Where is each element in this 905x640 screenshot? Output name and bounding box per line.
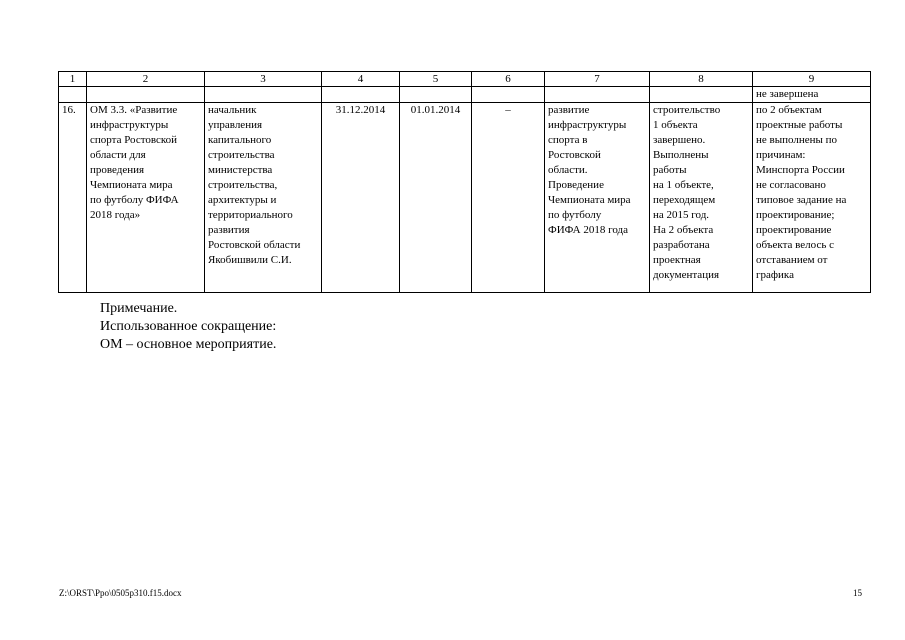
table-row [59,103,871,293]
responsible-cell: начальник управления капитального строительства министерства строительства, архитектуры и территориального развития Ростовской области Якобишвили С.И. [205,103,322,293]
column-number-5: 5 [400,72,472,87]
actual-result-cell: строительство 1 объекта завершено. Выполнены работы на 1 объекте, переходящем на 2015 год. На 2 объекта разработана проектная документация [650,103,753,293]
column-number-4: 4 [322,72,400,87]
page-number: 15 [853,588,862,598]
column-number-3: 3 [205,72,322,87]
report-table [58,71,871,293]
continuation-row [59,87,871,103]
result-cell: развитие инфраструктуры спорта в Ростовской области. Проведение Чемпионата мира по футболу ФИФА 2018 года [545,103,650,293]
dash-cell: – [472,103,545,293]
column-number-9: 9 [753,72,871,87]
problems-cell: по 2 объектам проектные работы не выполнены по причинам: Минспорта России не согласовано типовое задание на проектирование; проектирование объекта велось с отставанием от графика [753,103,871,293]
column-number-7: 7 [545,72,650,87]
note-title: Примечание. [100,301,178,316]
plan-date-cell: 31.12.2014 [322,103,400,293]
start-date-cell: 01.01.2014 [400,103,472,293]
note-block [100,300,276,354]
footer-file-path: Z:\ORST\Ppo\0505p310.f15.docx [59,588,182,598]
table-header-row [59,72,871,87]
column-number-2: 2 [87,72,205,87]
note-abbreviation-definition: ОМ – основное мероприятие. [100,337,277,352]
measure-cell: ОМ 3.3. «Развитие инфраструктуры спорта Ростовской области для проведения Чемпионата мира по футболу ФИФА 2018 года» [87,103,205,293]
continuation-text: не завершена [753,87,871,103]
row-number: 16. [59,103,87,293]
note-abbreviation-heading: Использованное сокращение: [100,319,277,334]
column-number-6: 6 [472,72,545,87]
column-number-1: 1 [59,72,87,87]
column-number-8: 8 [650,72,753,87]
